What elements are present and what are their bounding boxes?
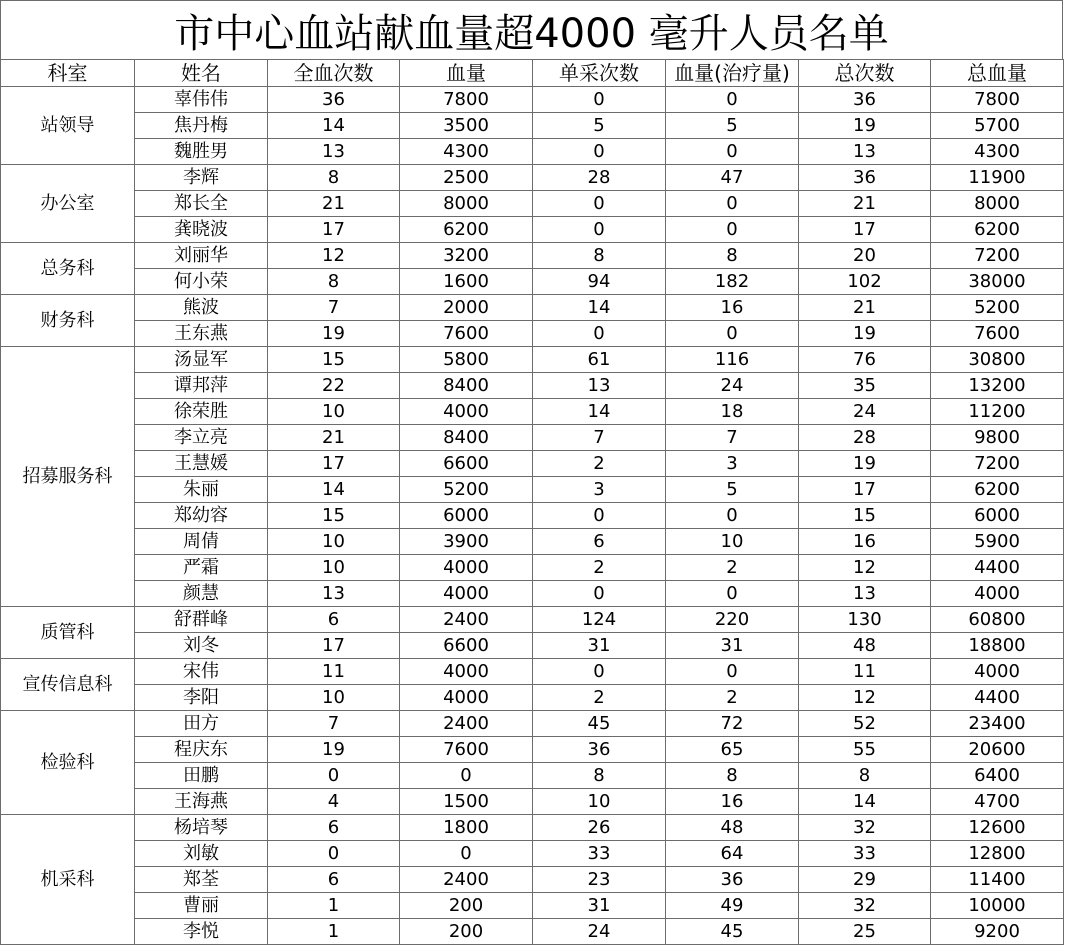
cell-total-volume[interactable]: 4000	[931, 581, 1064, 607]
cell-name[interactable]: 颜慧	[135, 581, 268, 607]
cell-name[interactable]: 严霜	[135, 555, 268, 581]
cell-total-count[interactable]: 14	[799, 789, 931, 815]
cell-name[interactable]: 辜伟伟	[135, 87, 268, 113]
cell-whole-blood-count[interactable]: 0	[268, 841, 400, 867]
cell-total-volume[interactable]: 30800	[931, 347, 1064, 373]
cell-total-volume[interactable]: 38000	[931, 269, 1064, 295]
cell-dept[interactable]: 招募服务科	[1, 347, 135, 607]
cell-whole-blood-count[interactable]: 22	[268, 373, 400, 399]
table-row	[1, 919, 1064, 945]
cell-blood-volume[interactable]: 3900	[400, 529, 533, 555]
cell-blood-volume[interactable]: 5200	[400, 477, 533, 503]
cell-whole-blood-count[interactable]: 15	[268, 347, 400, 373]
cell-whole-blood-count[interactable]: 0	[268, 763, 400, 789]
cell-total-count[interactable]: 17	[799, 477, 931, 503]
cell-apheresis-count[interactable]: 7	[533, 425, 666, 451]
cell-name[interactable]: 舒群峰	[135, 607, 268, 633]
cell-blood-volume[interactable]: 6600	[400, 633, 533, 659]
cell-dept[interactable]: 机采科	[1, 815, 135, 945]
cell-blood-volume[interactable]: 8000	[400, 191, 533, 217]
cell-apheresis-volume[interactable]: 8	[666, 763, 799, 789]
cell-blood-volume[interactable]: 0	[400, 763, 533, 789]
cell-blood-volume[interactable]: 2400	[400, 867, 533, 893]
cell-blood-volume[interactable]: 7800	[400, 87, 533, 113]
donor-table	[0, 59, 1064, 945]
cell-apheresis-volume[interactable]: 0	[666, 139, 799, 165]
cell-whole-blood-count[interactable]: 10	[268, 399, 400, 425]
cell-name[interactable]: 谭邦萍	[135, 373, 268, 399]
cell-apheresis-volume[interactable]: 0	[666, 321, 799, 347]
cell-total-count[interactable]: 35	[799, 373, 931, 399]
sheet-title[interactable]: 市中心血站献血量超4000 毫升人员名单	[0, 0, 1063, 59]
table-row	[1, 295, 1064, 321]
cell-blood-volume[interactable]: 8400	[400, 373, 533, 399]
cell-dept[interactable]: 财务科	[1, 295, 135, 347]
cell-apheresis-count[interactable]: 14	[533, 295, 666, 321]
cell-apheresis-count[interactable]: 94	[533, 269, 666, 295]
cell-apheresis-volume[interactable]: 0	[666, 87, 799, 113]
cell-whole-blood-count[interactable]: 14	[268, 113, 400, 139]
cell-apheresis-volume[interactable]: 8	[666, 243, 799, 269]
cell-total-count[interactable]: 28	[799, 425, 931, 451]
cell-apheresis-count[interactable]: 14	[533, 399, 666, 425]
cell-total-count[interactable]: 13	[799, 139, 931, 165]
header-total-volume[interactable]: 总血量	[931, 60, 1064, 87]
cell-blood-volume[interactable]: 4000	[400, 555, 533, 581]
cell-total-count[interactable]: 12	[799, 685, 931, 711]
cell-apheresis-count[interactable]: 26	[533, 815, 666, 841]
cell-whole-blood-count[interactable]: 10	[268, 685, 400, 711]
cell-name[interactable]: 宋伟	[135, 659, 268, 685]
cell-apheresis-volume[interactable]: 7	[666, 425, 799, 451]
table-row	[1, 191, 1064, 217]
cell-apheresis-volume[interactable]: 16	[666, 789, 799, 815]
cell-apheresis-count[interactable]: 8	[533, 243, 666, 269]
table-row	[1, 425, 1064, 451]
cell-blood-volume[interactable]: 1500	[400, 789, 533, 815]
cell-apheresis-volume[interactable]: 0	[666, 191, 799, 217]
cell-apheresis-volume[interactable]: 31	[666, 633, 799, 659]
cell-total-count[interactable]: 11	[799, 659, 931, 685]
table-row	[1, 711, 1064, 737]
cell-whole-blood-count[interactable]: 8	[268, 165, 400, 191]
cell-name[interactable]: 周倩	[135, 529, 268, 555]
cell-blood-volume[interactable]: 2000	[400, 295, 533, 321]
cell-name[interactable]: 刘敏	[135, 841, 268, 867]
cell-apheresis-volume[interactable]: 49	[666, 893, 799, 919]
cell-apheresis-volume[interactable]: 47	[666, 165, 799, 191]
cell-total-volume[interactable]: 13200	[931, 373, 1064, 399]
cell-total-volume[interactable]: 4400	[931, 555, 1064, 581]
cell-apheresis-volume[interactable]: 182	[666, 269, 799, 295]
cell-whole-blood-count[interactable]: 7	[268, 295, 400, 321]
cell-blood-volume[interactable]: 4000	[400, 685, 533, 711]
cell-apheresis-count[interactable]: 8	[533, 763, 666, 789]
table-row	[1, 347, 1064, 373]
table-row	[1, 763, 1064, 789]
header-apheresis-count[interactable]: 单采次数	[533, 60, 666, 87]
table-row	[1, 217, 1064, 243]
cell-blood-volume[interactable]: 200	[400, 919, 533, 945]
cell-apheresis-count[interactable]: 0	[533, 217, 666, 243]
cell-name[interactable]: 杨培琴	[135, 815, 268, 841]
cell-total-count[interactable]: 13	[799, 581, 931, 607]
cell-apheresis-volume[interactable]: 116	[666, 347, 799, 373]
cell-total-count[interactable]: 32	[799, 815, 931, 841]
cell-apheresis-volume[interactable]: 18	[666, 399, 799, 425]
cell-whole-blood-count[interactable]: 13	[268, 139, 400, 165]
cell-apheresis-count[interactable]: 0	[533, 87, 666, 113]
cell-name[interactable]: 徐荣胜	[135, 399, 268, 425]
table-row	[1, 399, 1064, 425]
cell-total-volume[interactable]: 4000	[931, 659, 1064, 685]
cell-apheresis-volume[interactable]: 5	[666, 477, 799, 503]
cell-name[interactable]: 朱丽	[135, 477, 268, 503]
table-row	[1, 269, 1064, 295]
cell-apheresis-count[interactable]: 33	[533, 841, 666, 867]
cell-whole-blood-count[interactable]: 36	[268, 87, 400, 113]
table-row	[1, 165, 1064, 191]
cell-blood-volume[interactable]: 8400	[400, 425, 533, 451]
cell-whole-blood-count[interactable]: 11	[268, 659, 400, 685]
cell-total-volume[interactable]: 12800	[931, 841, 1064, 867]
cell-name[interactable]: 李立亮	[135, 425, 268, 451]
cell-dept[interactable]: 办公室	[1, 165, 135, 243]
cell-whole-blood-count[interactable]: 12	[268, 243, 400, 269]
cell-total-count[interactable]: 19	[799, 113, 931, 139]
table-row	[1, 503, 1064, 529]
cell-whole-blood-count[interactable]: 15	[268, 503, 400, 529]
cell-total-volume[interactable]: 9200	[931, 919, 1064, 945]
cell-blood-volume[interactable]: 4000	[400, 399, 533, 425]
cell-total-volume[interactable]: 18800	[931, 633, 1064, 659]
cell-total-volume[interactable]: 11400	[931, 867, 1064, 893]
table-row	[1, 841, 1064, 867]
table-row	[1, 607, 1064, 633]
cell-apheresis-volume[interactable]: 3	[666, 451, 799, 477]
cell-name[interactable]: 焦丹梅	[135, 113, 268, 139]
cell-total-count[interactable]: 32	[799, 893, 931, 919]
cell-apheresis-volume[interactable]: 48	[666, 815, 799, 841]
cell-blood-volume[interactable]: 4300	[400, 139, 533, 165]
cell-apheresis-volume[interactable]: 10	[666, 529, 799, 555]
cell-apheresis-volume[interactable]: 0	[666, 581, 799, 607]
cell-total-volume[interactable]: 8000	[931, 191, 1064, 217]
cell-total-volume[interactable]: 60800	[931, 607, 1064, 633]
cell-total-count[interactable]: 55	[799, 737, 931, 763]
table-row	[1, 581, 1064, 607]
cell-apheresis-count[interactable]: 0	[533, 659, 666, 685]
cell-total-count[interactable]: 19	[799, 321, 931, 347]
table-row	[1, 529, 1064, 555]
table-row	[1, 893, 1064, 919]
cell-total-count[interactable]: 36	[799, 165, 931, 191]
cell-blood-volume[interactable]: 7600	[400, 321, 533, 347]
cell-whole-blood-count[interactable]: 6	[268, 607, 400, 633]
cell-total-count[interactable]: 29	[799, 867, 931, 893]
cell-name[interactable]: 李阳	[135, 685, 268, 711]
cell-whole-blood-count[interactable]: 6	[268, 867, 400, 893]
cell-name[interactable]: 曹丽	[135, 893, 268, 919]
cell-total-volume[interactable]: 6200	[931, 477, 1064, 503]
cell-total-volume[interactable]: 4300	[931, 139, 1064, 165]
cell-whole-blood-count[interactable]: 21	[268, 425, 400, 451]
cell-total-volume[interactable]: 5200	[931, 295, 1064, 321]
cell-total-count[interactable]: 12	[799, 555, 931, 581]
cell-apheresis-count[interactable]: 23	[533, 867, 666, 893]
cell-total-volume[interactable]: 7800	[931, 87, 1064, 113]
cell-apheresis-count[interactable]: 31	[533, 893, 666, 919]
cell-total-volume[interactable]: 7600	[931, 321, 1064, 347]
cell-total-volume[interactable]: 7200	[931, 451, 1064, 477]
cell-whole-blood-count[interactable]: 1	[268, 919, 400, 945]
table-row	[1, 87, 1064, 113]
table-row	[1, 685, 1064, 711]
cell-name[interactable]: 熊波	[135, 295, 268, 321]
cell-total-count[interactable]: 20	[799, 243, 931, 269]
cell-total-volume[interactable]: 6400	[931, 763, 1064, 789]
cell-whole-blood-count[interactable]: 17	[268, 451, 400, 477]
cell-name[interactable]: 田鹏	[135, 763, 268, 789]
cell-apheresis-count[interactable]: 61	[533, 347, 666, 373]
cell-blood-volume[interactable]: 200	[400, 893, 533, 919]
cell-total-count[interactable]: 24	[799, 399, 931, 425]
cell-apheresis-count[interactable]: 31	[533, 633, 666, 659]
cell-blood-volume[interactable]: 6600	[400, 451, 533, 477]
header-dept[interactable]: 科室	[1, 60, 135, 87]
cell-apheresis-volume[interactable]: 0	[666, 659, 799, 685]
cell-apheresis-volume[interactable]: 2	[666, 555, 799, 581]
cell-apheresis-volume[interactable]: 36	[666, 867, 799, 893]
cell-whole-blood-count[interactable]: 10	[268, 529, 400, 555]
cell-apheresis-volume[interactable]: 0	[666, 217, 799, 243]
cell-whole-blood-count[interactable]: 13	[268, 581, 400, 607]
cell-total-count[interactable]: 130	[799, 607, 931, 633]
cell-total-count[interactable]: 21	[799, 295, 931, 321]
cell-name[interactable]: 程庆东	[135, 737, 268, 763]
header-total-count[interactable]: 总次数	[799, 60, 931, 87]
cell-apheresis-volume[interactable]: 220	[666, 607, 799, 633]
cell-blood-volume[interactable]: 1600	[400, 269, 533, 295]
table-row	[1, 373, 1064, 399]
cell-dept[interactable]: 总务科	[1, 243, 135, 295]
cell-blood-volume[interactable]: 6000	[400, 503, 533, 529]
cell-whole-blood-count[interactable]: 8	[268, 269, 400, 295]
cell-name[interactable]: 刘丽华	[135, 243, 268, 269]
cell-whole-blood-count[interactable]: 17	[268, 217, 400, 243]
cell-total-volume[interactable]: 7200	[931, 243, 1064, 269]
cell-whole-blood-count[interactable]: 4	[268, 789, 400, 815]
cell-apheresis-count[interactable]: 3	[533, 477, 666, 503]
cell-name[interactable]: 何小荣	[135, 269, 268, 295]
cell-total-count[interactable]: 48	[799, 633, 931, 659]
cell-total-volume[interactable]: 4400	[931, 685, 1064, 711]
cell-blood-volume[interactable]: 4000	[400, 659, 533, 685]
cell-apheresis-count[interactable]: 2	[533, 555, 666, 581]
table-row	[1, 451, 1064, 477]
cell-total-volume[interactable]: 12600	[931, 815, 1064, 841]
cell-total-volume[interactable]: 5700	[931, 113, 1064, 139]
cell-total-count[interactable]: 25	[799, 919, 931, 945]
table-row	[1, 737, 1064, 763]
cell-name[interactable]: 郑荃	[135, 867, 268, 893]
cell-whole-blood-count[interactable]: 10	[268, 555, 400, 581]
cell-apheresis-volume[interactable]: 45	[666, 919, 799, 945]
table-row	[1, 243, 1064, 269]
cell-dept[interactable]: 检验科	[1, 711, 135, 815]
cell-dept[interactable]: 站领导	[1, 87, 135, 165]
cell-total-count[interactable]: 8	[799, 763, 931, 789]
header-name[interactable]: 姓名	[135, 60, 268, 87]
cell-total-volume[interactable]: 6000	[931, 503, 1064, 529]
cell-name[interactable]: 李悦	[135, 919, 268, 945]
cell-total-volume[interactable]: 11900	[931, 165, 1064, 191]
cell-total-volume[interactable]: 9800	[931, 425, 1064, 451]
cell-name[interactable]: 田方	[135, 711, 268, 737]
cell-total-volume[interactable]: 11200	[931, 399, 1064, 425]
cell-whole-blood-count[interactable]: 7	[268, 711, 400, 737]
cell-name[interactable]: 郑长全	[135, 191, 268, 217]
cell-name[interactable]: 龚晓波	[135, 217, 268, 243]
table-row	[1, 555, 1064, 581]
cell-blood-volume[interactable]: 3500	[400, 113, 533, 139]
cell-whole-blood-count[interactable]: 14	[268, 477, 400, 503]
header-blood-volume[interactable]: 血量	[400, 60, 533, 87]
cell-name[interactable]: 魏胜男	[135, 139, 268, 165]
header-whole-blood-count[interactable]: 全血次数	[268, 60, 400, 87]
cell-total-count[interactable]: 52	[799, 711, 931, 737]
cell-apheresis-count[interactable]: 36	[533, 737, 666, 763]
cell-whole-blood-count[interactable]: 6	[268, 815, 400, 841]
cell-whole-blood-count[interactable]: 19	[268, 737, 400, 763]
cell-total-count[interactable]: 17	[799, 217, 931, 243]
cell-apheresis-volume[interactable]: 24	[666, 373, 799, 399]
cell-blood-volume[interactable]: 3200	[400, 243, 533, 269]
cell-whole-blood-count[interactable]: 21	[268, 191, 400, 217]
cell-blood-volume[interactable]: 1800	[400, 815, 533, 841]
cell-blood-volume[interactable]: 4000	[400, 581, 533, 607]
cell-apheresis-count[interactable]: 24	[533, 919, 666, 945]
cell-total-count[interactable]: 15	[799, 503, 931, 529]
cell-total-volume[interactable]: 23400	[931, 711, 1064, 737]
cell-apheresis-count[interactable]: 2	[533, 685, 666, 711]
cell-apheresis-volume[interactable]: 5	[666, 113, 799, 139]
table-row	[1, 867, 1064, 893]
cell-name[interactable]: 刘冬	[135, 633, 268, 659]
table-row	[1, 139, 1064, 165]
table-row	[1, 321, 1064, 347]
cell-name[interactable]: 汤显军	[135, 347, 268, 373]
cell-blood-volume[interactable]: 2500	[400, 165, 533, 191]
cell-total-count[interactable]: 102	[799, 269, 931, 295]
cell-total-volume[interactable]: 6200	[931, 217, 1064, 243]
cell-apheresis-count[interactable]: 28	[533, 165, 666, 191]
header-apheresis-volume[interactable]: 血量(治疗量)	[666, 60, 799, 87]
cell-apheresis-count[interactable]: 0	[533, 139, 666, 165]
cell-total-count[interactable]: 19	[799, 451, 931, 477]
cell-name[interactable]: 王海燕	[135, 789, 268, 815]
cell-name[interactable]: 王东燕	[135, 321, 268, 347]
cell-apheresis-count[interactable]: 0	[533, 191, 666, 217]
cell-name[interactable]: 李辉	[135, 165, 268, 191]
cell-total-volume[interactable]: 20600	[931, 737, 1064, 763]
cell-apheresis-volume[interactable]: 16	[666, 295, 799, 321]
cell-blood-volume[interactable]: 5800	[400, 347, 533, 373]
header-row	[1, 60, 1064, 87]
cell-apheresis-count[interactable]: 45	[533, 711, 666, 737]
cell-blood-volume[interactable]: 2400	[400, 607, 533, 633]
cell-total-count[interactable]: 33	[799, 841, 931, 867]
table-row	[1, 659, 1064, 685]
cell-total-volume[interactable]: 4700	[931, 789, 1064, 815]
cell-apheresis-count[interactable]: 0	[533, 581, 666, 607]
table-row	[1, 815, 1064, 841]
cell-apheresis-count[interactable]: 10	[533, 789, 666, 815]
cell-apheresis-count[interactable]: 13	[533, 373, 666, 399]
cell-apheresis-volume[interactable]: 64	[666, 841, 799, 867]
table-row	[1, 477, 1064, 503]
table-row	[1, 633, 1064, 659]
cell-total-count[interactable]: 36	[799, 87, 931, 113]
cell-apheresis-volume[interactable]: 72	[666, 711, 799, 737]
cell-apheresis-count[interactable]: 2	[533, 451, 666, 477]
cell-total-volume[interactable]: 5900	[931, 529, 1064, 555]
cell-blood-volume[interactable]: 2400	[400, 711, 533, 737]
cell-apheresis-count[interactable]: 124	[533, 607, 666, 633]
cell-blood-volume[interactable]: 7600	[400, 737, 533, 763]
cell-total-count[interactable]: 16	[799, 529, 931, 555]
cell-name[interactable]: 郑幼容	[135, 503, 268, 529]
cell-apheresis-volume[interactable]: 2	[666, 685, 799, 711]
table-row	[1, 789, 1064, 815]
cell-apheresis-count[interactable]: 0	[533, 321, 666, 347]
cell-dept[interactable]: 质管科	[1, 607, 135, 659]
cell-total-count[interactable]: 76	[799, 347, 931, 373]
cell-total-volume[interactable]: 10000	[931, 893, 1064, 919]
cell-apheresis-count[interactable]: 5	[533, 113, 666, 139]
cell-apheresis-volume[interactable]: 0	[666, 503, 799, 529]
cell-blood-volume[interactable]: 6200	[400, 217, 533, 243]
cell-apheresis-count[interactable]: 6	[533, 529, 666, 555]
cell-whole-blood-count[interactable]: 19	[268, 321, 400, 347]
cell-name[interactable]: 王慧媛	[135, 451, 268, 477]
cell-whole-blood-count[interactable]: 17	[268, 633, 400, 659]
cell-dept[interactable]: 宣传信息科	[1, 659, 135, 711]
cell-total-count[interactable]: 21	[799, 191, 931, 217]
cell-blood-volume[interactable]: 0	[400, 841, 533, 867]
table-row	[1, 113, 1064, 139]
cell-whole-blood-count[interactable]: 1	[268, 893, 400, 919]
cell-apheresis-count[interactable]: 0	[533, 503, 666, 529]
cell-apheresis-volume[interactable]: 65	[666, 737, 799, 763]
